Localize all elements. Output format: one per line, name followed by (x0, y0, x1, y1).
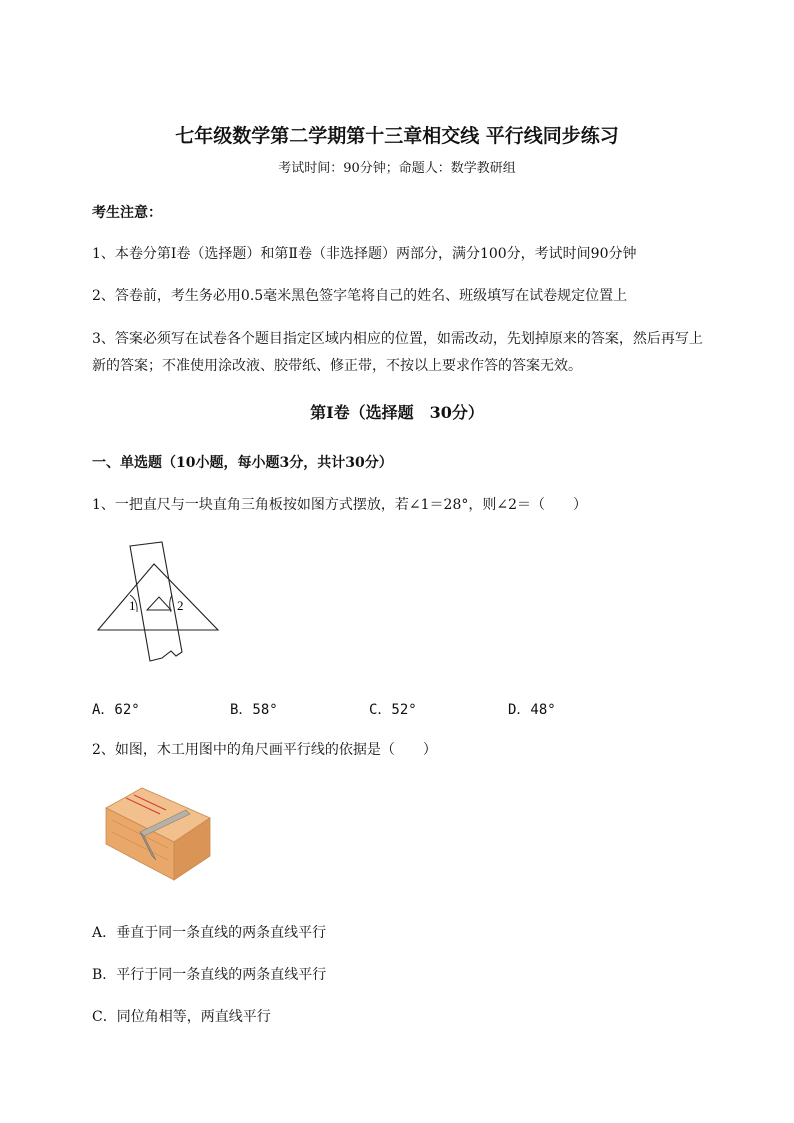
notice-heading: 考生注意： (92, 205, 162, 221)
question-1-figure (92, 540, 224, 668)
part-heading: 一、单选题（10小题，每小题3分，共计30分） (92, 455, 393, 471)
question-1-stem: 1、一把直尺与一块直角三角板按如图方式摆放，若∠1＝28°，则∠2＝（ ） (92, 497, 587, 513)
ruler (130, 542, 182, 661)
notice-rule-2: 2、答卷前，考生务必用0.5毫米黑色签字笔将自己的姓名、班级填写在试卷规定位置上 (92, 288, 628, 304)
exam-info: 考试时间：90分钟；命题人：数学教研组 (278, 161, 516, 176)
notice-rule-3: 3、答案必须写在试卷各个题目指定区域内相应的位置，如需改动，先划掉原来的答案，然后再写上新的答案；不准使用涂改液、胶带纸、修正带，不按以上要求作答的答案无效。 (92, 331, 703, 374)
q2-option-a: A．垂直于同一条直线的两条直线平行 (92, 925, 327, 941)
q1-option-c: C．52° (369, 702, 417, 718)
q1-option-b: B．58° (230, 702, 278, 718)
question-2-figure (104, 786, 212, 882)
notice-rule-1: 1、本卷分第Ⅰ卷（选择题）和第Ⅱ卷（非选择题）两部分，满分100分，考试时间90分钟 (92, 246, 637, 262)
angle-2-label: 2 (177, 598, 184, 613)
section-title: 第Ⅰ卷（选择题 30分） (310, 403, 484, 422)
page-title: 七年级数学第二学期第十三章相交线 平行线同步练习 (175, 125, 619, 147)
q2-option-b: B．平行于同一条直线的两条直线平行 (92, 967, 327, 983)
question-2-stem: 2、如图，木工用图中的角尺画平行线的依据是（ ） (92, 742, 437, 758)
angle-1-label: 1 (129, 598, 136, 613)
q1-option-a: A．62° (92, 702, 140, 718)
q2-option-c: C．同位角相等，两直线平行 (92, 1009, 271, 1025)
q1-option-d: D．48° (508, 702, 556, 718)
